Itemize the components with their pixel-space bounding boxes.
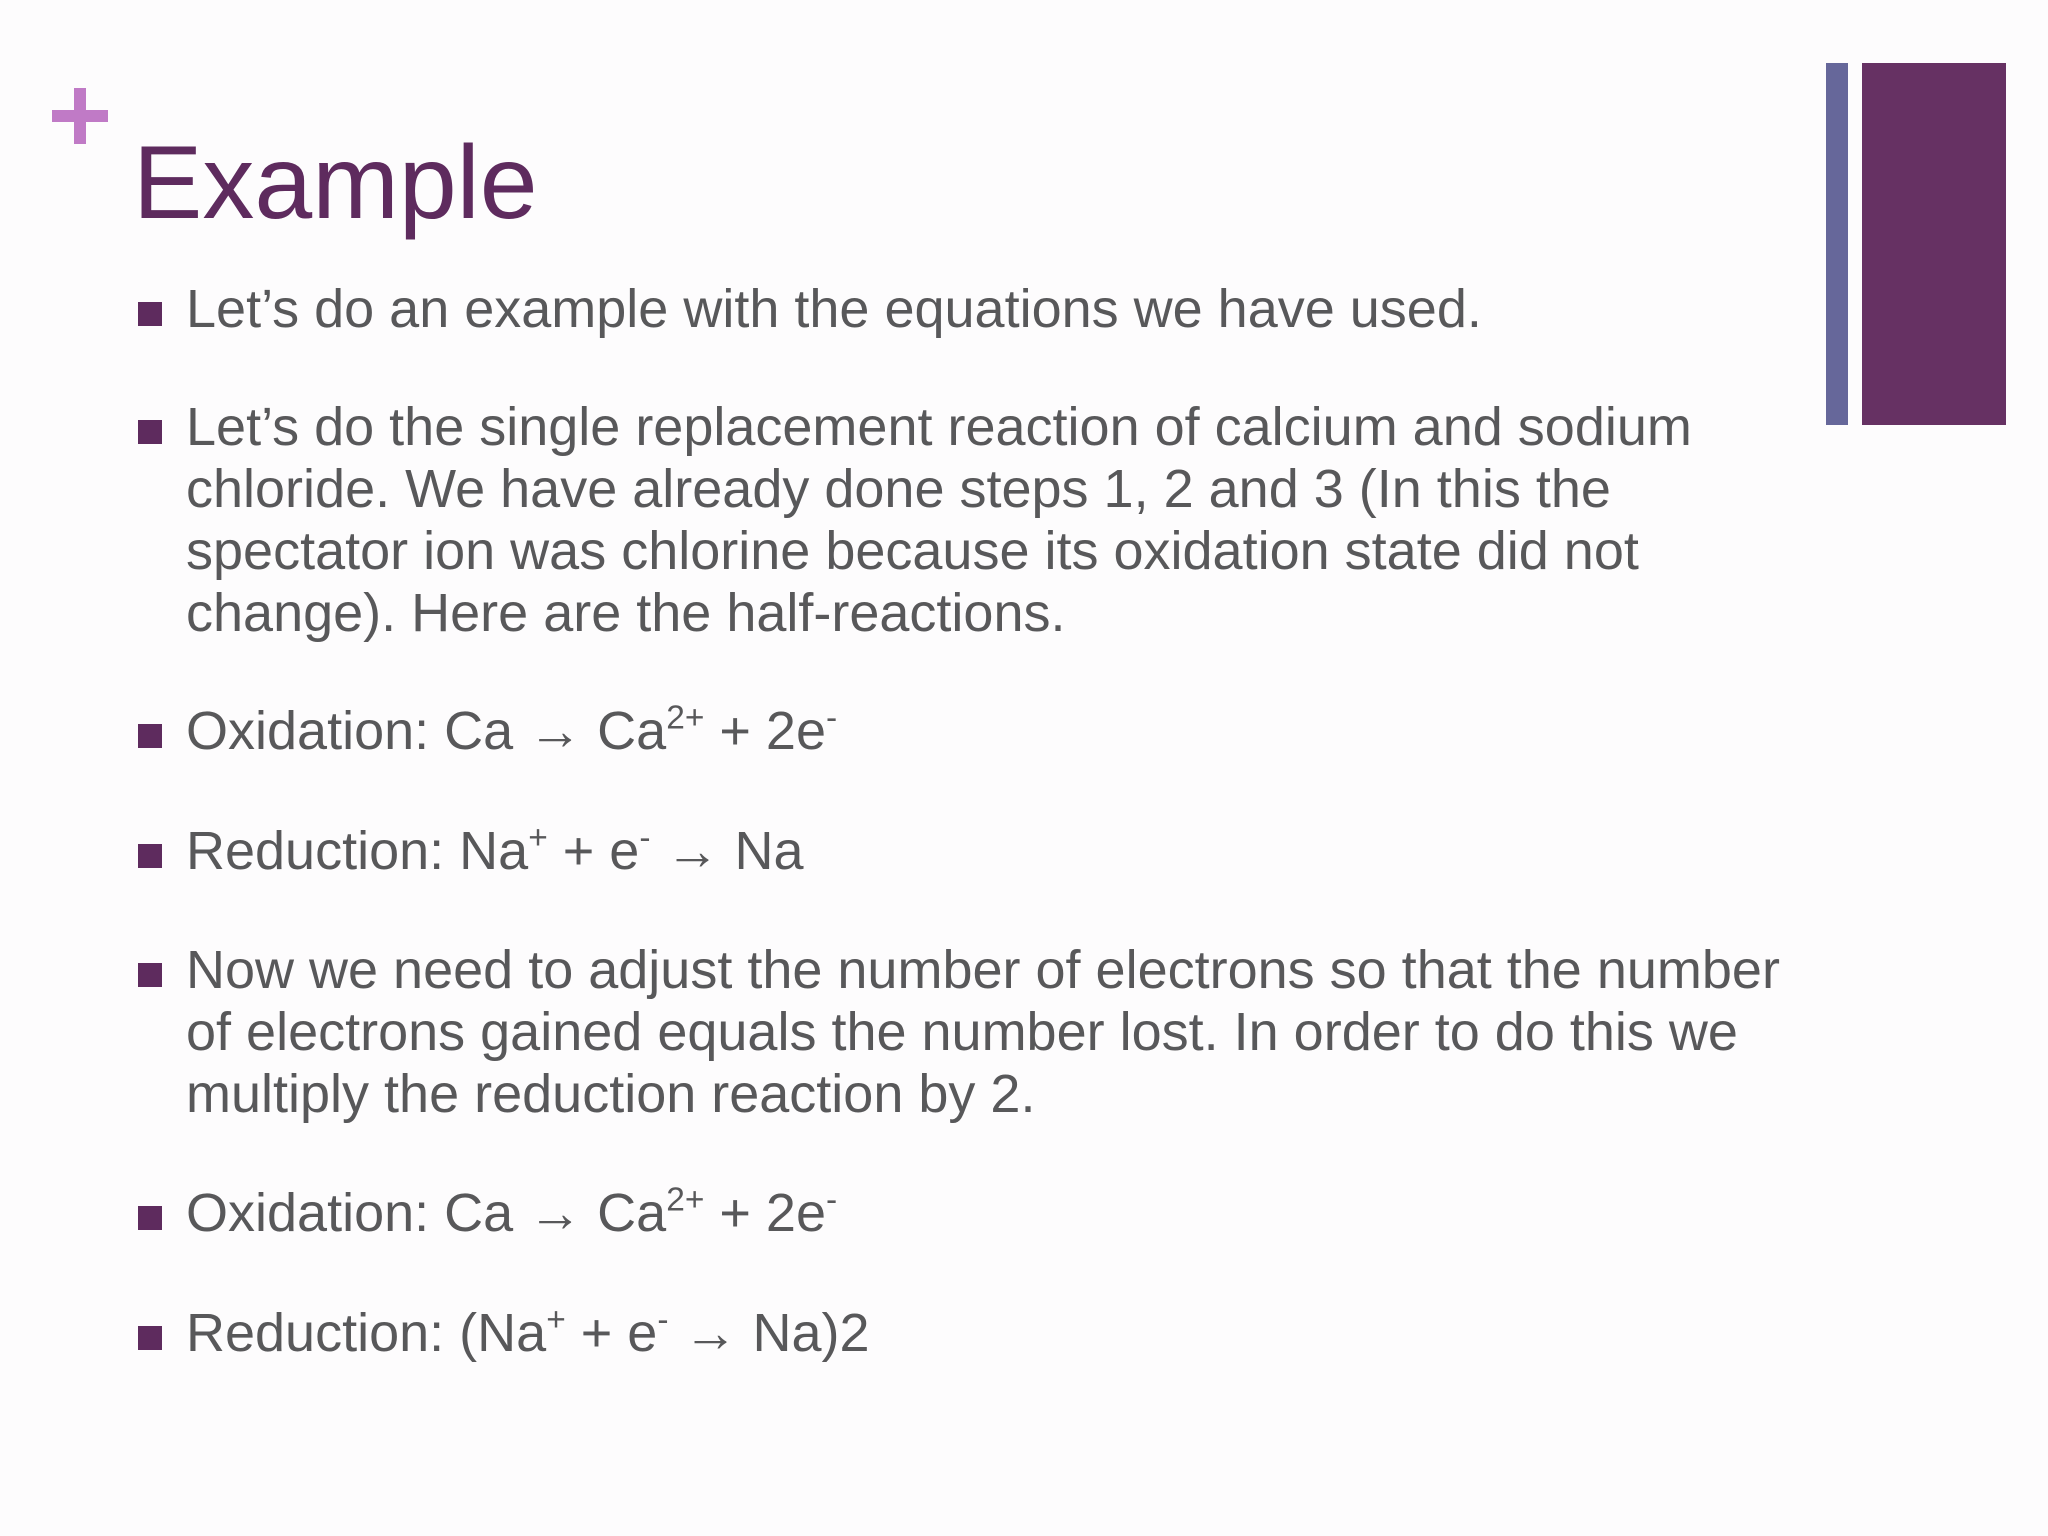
bullet-item-equation bbox=[138, 700, 1798, 762]
eq-prefix: Reduction: Na bbox=[186, 821, 529, 881]
eq-superscript: + bbox=[546, 1301, 566, 1339]
accent-bar-thin bbox=[1826, 63, 1848, 425]
eq-mid: Ca bbox=[582, 701, 667, 761]
bullet-item-equation bbox=[138, 1182, 1798, 1244]
bullet-item bbox=[138, 939, 1798, 1125]
plus-icon bbox=[52, 88, 108, 144]
bullet-item bbox=[138, 396, 1798, 644]
eq-tail: Na)2 bbox=[737, 1303, 870, 1363]
eq-tail: + 2e bbox=[704, 1183, 826, 1243]
eq-superscript: - bbox=[657, 1301, 669, 1339]
eq-superscript: 2+ bbox=[666, 699, 705, 737]
square-bullet-icon bbox=[138, 1326, 162, 1350]
eq-mid: Ca bbox=[582, 1183, 667, 1243]
eq-tail: Na bbox=[719, 821, 804, 881]
bullet-text: Let’s do an example with the equations we have used. bbox=[186, 279, 1482, 339]
arrow-icon: → bbox=[650, 821, 720, 881]
arrow-icon: → bbox=[528, 1183, 583, 1243]
eq-tail: + 2e bbox=[704, 701, 826, 761]
bullet-text: Let’s do the single replacement reaction of calcium and sodium chloride. We have already done steps 1, 2 and 3 (In this the spectator ion was chlorine because its oxidation state did not change). Here are the half-reactions. bbox=[186, 397, 1692, 643]
eq-prefix: Reduction: (Na bbox=[186, 1303, 547, 1363]
bullet-item-equation bbox=[138, 1302, 1798, 1364]
square-bullet-icon bbox=[138, 420, 162, 444]
eq-superscript: - bbox=[826, 1181, 838, 1219]
arrow-icon: → bbox=[528, 701, 583, 761]
square-bullet-icon bbox=[138, 1206, 162, 1230]
eq-prefix: Oxidation: Ca bbox=[186, 701, 529, 761]
eq-superscript: + bbox=[528, 819, 548, 857]
eq-mid: + e bbox=[565, 1303, 658, 1363]
bullet-item-equation bbox=[138, 820, 1798, 882]
eq-prefix: Oxidation: Ca bbox=[186, 1183, 529, 1243]
accent-bar-thick bbox=[1862, 63, 2006, 425]
eq-superscript: 2+ bbox=[666, 1181, 705, 1219]
square-bullet-icon bbox=[138, 724, 162, 748]
bullet-text: Now we need to adjust the number of electrons so that the number of electrons gained equals the number lost. In order to do this we multiply the reduction reaction by 2. bbox=[186, 940, 1780, 1124]
eq-superscript: - bbox=[639, 819, 651, 857]
eq-superscript: - bbox=[826, 699, 838, 737]
square-bullet-icon bbox=[138, 963, 162, 987]
bullet-item bbox=[138, 278, 1798, 340]
square-bullet-icon bbox=[138, 302, 162, 326]
slide-title: Example bbox=[133, 125, 538, 241]
bullet-list bbox=[138, 278, 1798, 1364]
arrow-icon: → bbox=[668, 1303, 738, 1363]
eq-mid: + e bbox=[547, 821, 640, 881]
square-bullet-icon bbox=[138, 844, 162, 868]
